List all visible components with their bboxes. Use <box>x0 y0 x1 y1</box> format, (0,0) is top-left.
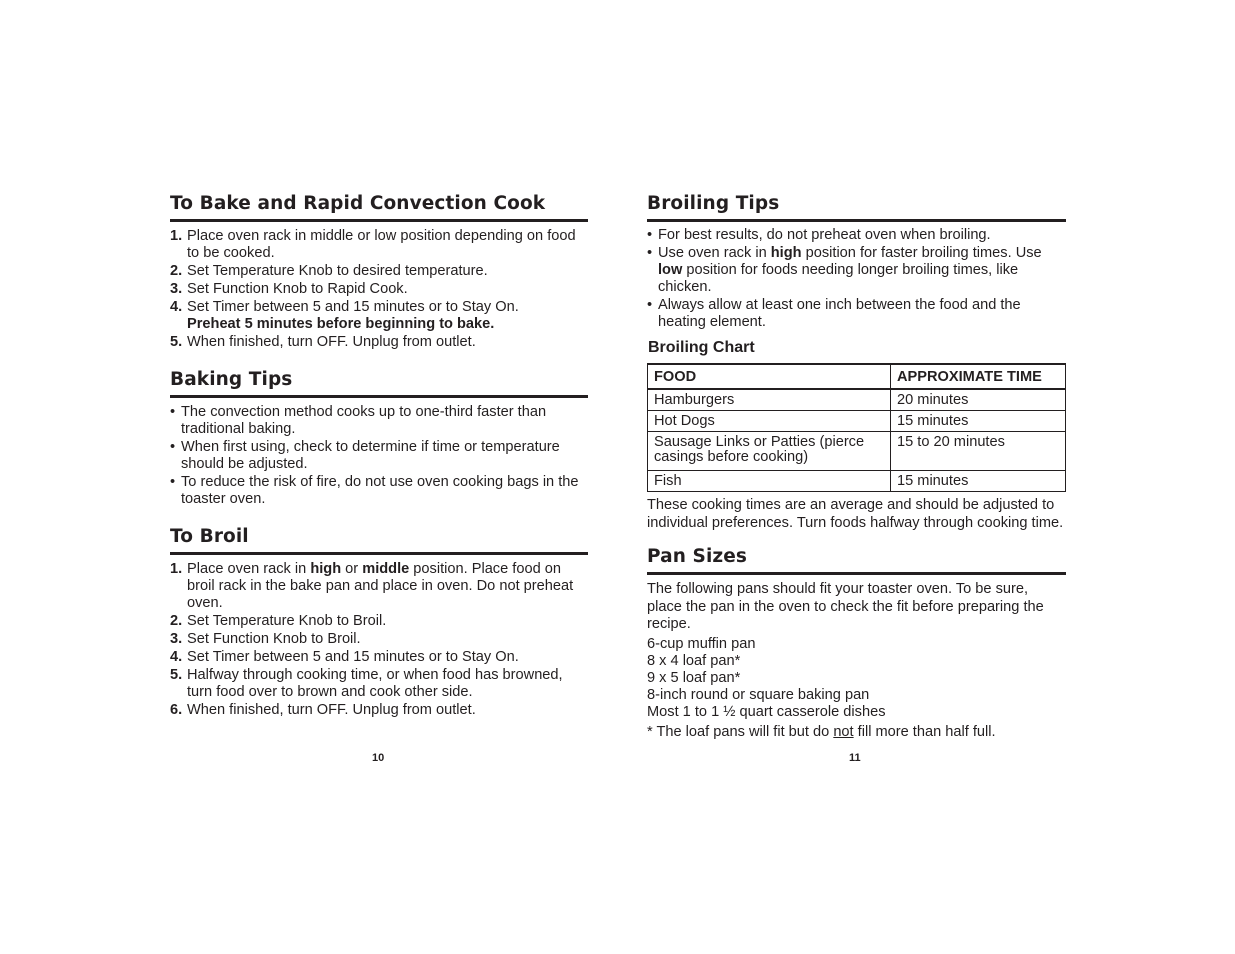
page-number-left: 10 <box>372 752 385 764</box>
pan-sizes-section <box>647 545 1066 741</box>
bake-step: 4. Set Timer between 5 and 15 minutes or to Stay On. Preheat 5 minutes before beginning to bake. <box>170 299 519 332</box>
table-header-row <box>648 364 1066 389</box>
list-item: • The convection method cooks up to one-third faster than traditional baking. <box>170 404 547 437</box>
broil-step: 6. When finished, turn OFF. Unplug from outlet. <box>170 702 476 718</box>
table-row <box>648 389 1066 411</box>
broil-step: 5. Halfway through cooking time, or when food has browned, turn food over to brown and cook other side. <box>170 667 563 700</box>
list-item: 8-inch round or square baking pan <box>647 686 870 703</box>
pan-sizes-intro: The following pans should fit your toaster oven. To be sure, place the pan in the oven to check the fit before preparing the recipe. <box>647 581 1044 632</box>
broiling-chart-title: Broiling Chart <box>648 339 755 356</box>
list-item: • Use oven rack in high position for faster broiling times. Use low position for foods needing longer broiling times, like chicken. <box>647 245 1042 295</box>
list-item: • For best results, do not preheat oven when broiling. <box>647 227 991 243</box>
broil-step: 1. Place oven rack in high or middle position. Place food on broil rack in the bake pan and place in oven. Do not preheat oven. <box>170 561 574 611</box>
preheat-note: Preheat 5 minutes before beginning to bake. <box>187 316 495 332</box>
bullet-icon: • <box>647 227 653 243</box>
list-item: • When first using, check to determine if time or temperature should be adjusted. <box>170 439 560 472</box>
broiling-chart-section <box>647 339 1066 532</box>
table-cell: 15 minutes <box>891 411 1066 432</box>
table-row <box>648 471 1066 492</box>
baking-tips-list <box>170 404 588 508</box>
table-cell: Hot Dogs <box>648 411 891 432</box>
table-cell: 15 to 20 minutes <box>891 432 1066 471</box>
bullet-icon: • <box>170 439 176 455</box>
broil-heading: To Broil <box>170 525 588 555</box>
page-number-right: 11 <box>849 752 861 764</box>
list-item: 9 x 5 loaf pan* <box>647 669 741 686</box>
table-row <box>648 411 1066 432</box>
table-row <box>648 432 1066 471</box>
baking-tips-heading: Baking Tips <box>170 368 588 398</box>
column-header: FOOD <box>648 364 891 389</box>
table-cell: Fish <box>648 471 891 492</box>
bake-heading: To Bake and Rapid Convection Cook <box>170 192 588 222</box>
table-cell: Sausage Links or Patties (pierce casings before cooking) <box>648 432 891 471</box>
bake-step: 2. Set Temperature Knob to desired temperature. <box>170 263 488 279</box>
table-cell: 15 minutes <box>891 471 1066 492</box>
column-header: APPROXIMATE TIME <box>891 364 1066 389</box>
broiling-tips-heading: Broiling Tips <box>647 192 1066 222</box>
pan-list <box>647 636 1066 721</box>
right-page <box>647 192 1066 741</box>
bullet-icon: • <box>647 297 653 313</box>
table-cell: Hamburgers <box>648 389 891 411</box>
left-page <box>170 192 588 736</box>
bullet-icon: • <box>170 404 176 420</box>
bake-steps <box>170 228 588 351</box>
bake-section <box>170 192 588 351</box>
bullet-icon: • <box>170 474 176 490</box>
list-item: • Always allow at least one inch between the food and the heating element. <box>647 297 1021 330</box>
list-item: 6-cup muffin pan <box>647 635 756 652</box>
broiling-tips-section <box>647 192 1066 331</box>
bake-step: 3. Set Function Knob to Rapid Cook. <box>170 281 408 297</box>
broil-step: 4. Set Timer between 5 and 15 minutes or to Stay On. <box>170 649 519 665</box>
list-item: • To reduce the risk of fire, do not use oven cooking bags in the toaster oven. <box>170 474 579 507</box>
broil-step: 2. Set Temperature Knob to Broil. <box>170 613 387 629</box>
baking-tips-section <box>170 368 588 508</box>
bake-step: 1. Place oven rack in middle or low position depending on food to be cooked. <box>170 228 576 261</box>
list-item: Most 1 to 1 ½ quart casserole dishes <box>647 703 886 720</box>
pan-sizes-heading: Pan Sizes <box>647 545 1066 575</box>
pan-footnote: * The loaf pans will fit but do not fill more than half full. <box>647 723 996 740</box>
broiling-chart-table <box>647 363 1066 492</box>
list-item: 8 x 4 loaf pan* <box>647 652 741 669</box>
broil-section <box>170 525 588 719</box>
broiling-chart-note: These cooking times are an average and should be adjusted to individual preferences. Turn foods halfway through cooking time. <box>647 497 1064 531</box>
broil-steps <box>170 561 588 719</box>
broil-step: 3. Set Function Knob to Broil. <box>170 631 361 647</box>
bake-step: 5. When finished, turn OFF. Unplug from outlet. <box>170 334 476 350</box>
bullet-icon: • <box>647 245 653 261</box>
broiling-tips-list <box>647 227 1066 331</box>
table-cell: 20 minutes <box>891 389 1066 411</box>
